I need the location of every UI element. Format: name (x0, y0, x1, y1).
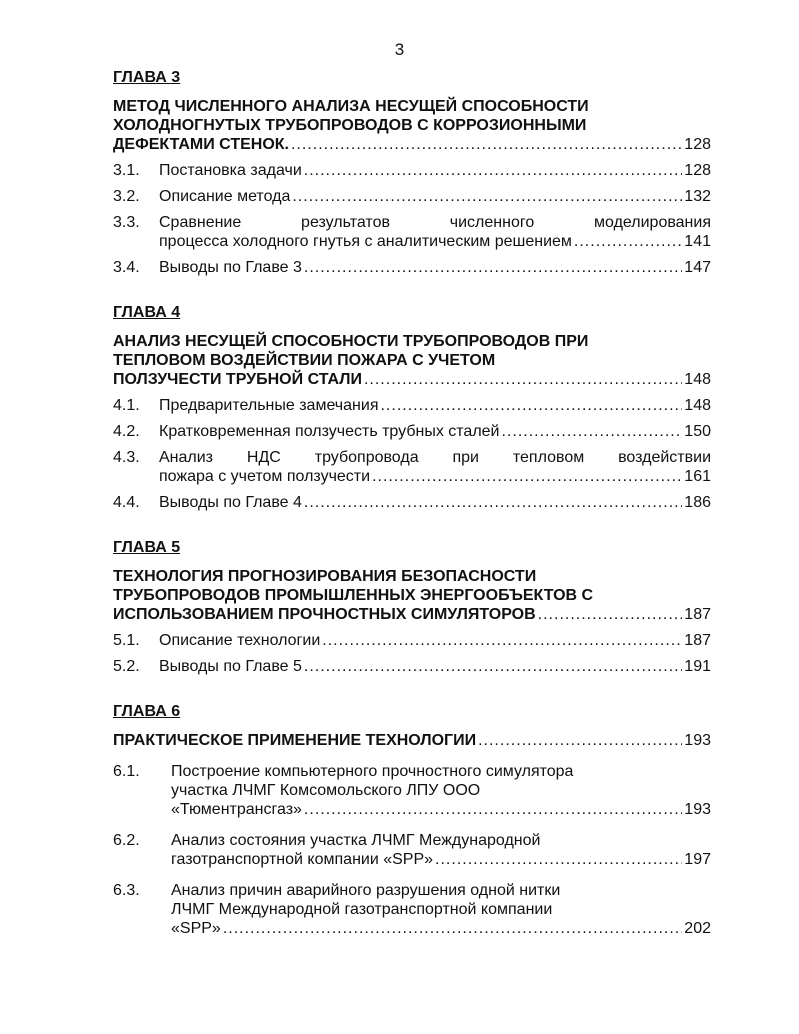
page-ref: 197 (684, 851, 711, 868)
chapter-title (113, 332, 711, 389)
chapter-title (113, 567, 711, 624)
page-ref: 193 (684, 732, 711, 749)
section-title-line: Анализ состояния участка ЛЧМГ Международной (171, 832, 541, 849)
section-title-line: Сравнение результатов численного моделирования (159, 214, 711, 231)
chapter-title-line: ТРУБОПРОВОДОВ ПРОМЫШЛЕННЫХ ЭНЕРГООБЪЕКТОВ С (113, 587, 594, 604)
chapter-title-line: ТЕХНОЛОГИЯ ПРОГНОЗИРОВАНИЯ БЕЗОПАСНОСТИ (113, 568, 537, 585)
dot-leader (304, 657, 682, 676)
chapter-title-line: ДЕФЕКТАМИ СТЕНОК. (113, 136, 289, 153)
chapter-title-line: ПРАКТИЧЕСКОЕ ПРИМЕНЕНИЕ ТЕХНОЛОГИИ (113, 732, 477, 749)
dot-leader (304, 800, 682, 819)
section-number: 6.1. (113, 763, 140, 780)
chapter-label: ГЛАВА 5 (113, 539, 181, 556)
section-title-line: ЛЧМГ Международной газотранспортной компании (171, 901, 553, 918)
section-number: 5.2. (113, 658, 140, 675)
page-ref: 161 (684, 468, 711, 485)
chapter-title-line: АНАЛИЗ НЕСУЩЕЙ СПОСОБНОСТИ ТРУБОПРОВОДОВ ПРИ (113, 333, 589, 350)
chapter-label: ГЛАВА 6 (113, 703, 181, 720)
chapter-label: ГЛАВА 3 (113, 69, 181, 86)
chapter-5 (113, 538, 711, 676)
chapter-4 (113, 303, 711, 512)
section-title: пожара с учетом ползучести (159, 468, 371, 485)
page-ref: 141 (684, 233, 711, 250)
section-number: 3.3. (113, 214, 140, 231)
section-number: 3.4. (113, 259, 140, 276)
dot-leader (372, 467, 682, 486)
page-ref: 191 (684, 658, 711, 675)
dot-leader (304, 161, 683, 180)
section-title: Предварительные замечания (159, 397, 379, 414)
section-title: Выводы по Главе 3 (159, 259, 302, 276)
section-number: 3.2. (113, 188, 140, 205)
chapter-title-line: МЕТОД ЧИСЛЕННОГО АНАЛИЗА НЕСУЩЕЙ СПОСОБНОСТИ (113, 98, 589, 115)
section-number: 4.4. (113, 494, 140, 511)
toc-section (113, 493, 711, 512)
toc-section (113, 187, 711, 206)
dot-leader (322, 631, 682, 650)
section-title: процесса холодного гнутья с аналитическим решением (159, 233, 572, 250)
section-number: 3.1. (113, 162, 140, 179)
dot-leader (304, 258, 682, 277)
section-title: Кратковременная ползучесть трубных сталей (159, 423, 500, 440)
section-title-line: Анализ причин аварийного разрушения одной нитки (171, 882, 561, 899)
dot-leader (574, 232, 682, 251)
page-ref: 132 (684, 188, 711, 205)
chapter-label: ГЛАВА 4 (113, 304, 181, 321)
page-ref: 128 (684, 136, 711, 153)
toc-section (113, 657, 711, 676)
section-title-line: участка ЛЧМГ Комсомольского ЛПУ ООО (171, 782, 481, 799)
section-number: 6.2. (113, 832, 140, 849)
dot-leader (435, 850, 682, 869)
dot-leader (380, 396, 682, 415)
dot-leader (538, 605, 683, 624)
table-of-contents (113, 68, 711, 964)
toc-section (113, 448, 711, 486)
chapter-title (113, 731, 711, 750)
section-title-line: Построение компьютерного прочностного симулятора (171, 763, 574, 780)
page-ref: 186 (684, 494, 711, 511)
toc-section (113, 881, 711, 938)
page-number: 3 (394, 40, 405, 59)
section-title: «Тюментрансгаз» (171, 801, 302, 818)
page-ref: 148 (684, 371, 711, 388)
dot-leader (292, 187, 682, 206)
section-number: 4.3. (113, 449, 140, 466)
section-number: 4.1. (113, 397, 140, 414)
page-ref: 150 (684, 423, 711, 440)
dot-leader (223, 919, 682, 938)
section-title-line: Анализ НДС трубопровода при тепловом воздействии (159, 449, 711, 466)
page-ref: 187 (684, 632, 711, 649)
dot-leader (304, 493, 682, 512)
toc-section (113, 258, 711, 277)
toc-section (113, 213, 711, 251)
chapter-title-line: ПОЛЗУЧЕСТИ ТРУБНОЙ СТАЛИ (113, 371, 362, 388)
toc-section (113, 396, 711, 415)
dot-leader (291, 135, 682, 154)
toc-section (113, 631, 711, 650)
section-title: «SPP» (171, 920, 221, 937)
page-ref: 148 (684, 397, 711, 414)
toc-section (113, 762, 711, 819)
page-ref: 193 (684, 801, 711, 818)
chapter-title-line: ИСПОЛЬЗОВАНИЕМ ПРОЧНОСТНЫХ СИМУЛЯТОРОВ (113, 606, 536, 623)
chapter-3 (113, 68, 711, 277)
chapter-6 (113, 702, 711, 938)
page-ref: 147 (684, 259, 711, 276)
dot-leader (478, 731, 682, 750)
section-title: Выводы по Главе 5 (159, 658, 302, 675)
section-number: 4.2. (113, 423, 140, 440)
section-title: Описание метода (159, 188, 291, 205)
toc-section (113, 161, 711, 180)
section-number: 6.3. (113, 882, 140, 899)
section-title: Постановка задачи (159, 162, 302, 179)
section-title: газотранспортной компании «SPP» (171, 851, 434, 868)
dot-leader (364, 370, 682, 389)
chapter-title (113, 97, 711, 154)
toc-section (113, 831, 711, 869)
chapter-title-line: ТЕПЛОВОМ ВОЗДЕЙСТВИИ ПОЖАРА С УЧЕТОМ (113, 352, 496, 369)
chapter-title-line: ХОЛОДНОГНУТЫХ ТРУБОПРОВОДОВ С КОРРОЗИОННЫМИ (113, 117, 587, 134)
page-ref: 128 (684, 162, 711, 179)
dot-leader (501, 422, 682, 441)
toc-section (113, 422, 711, 441)
page-ref: 202 (684, 920, 711, 937)
page-ref: 187 (684, 606, 711, 623)
section-title: Описание технологии (159, 632, 321, 649)
section-number: 5.1. (113, 632, 140, 649)
section-title: Выводы по Главе 4 (159, 494, 302, 511)
